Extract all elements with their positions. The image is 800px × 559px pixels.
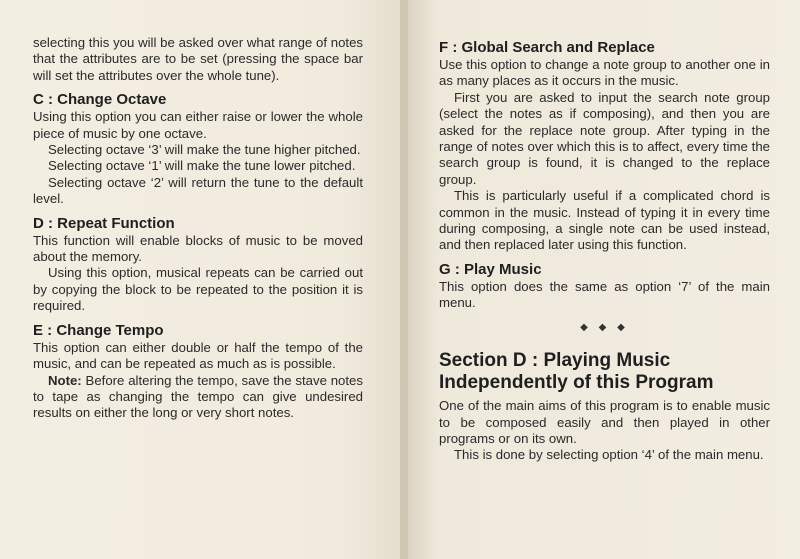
section-d-heading-line1: Section D : Playing Music: [439, 350, 671, 372]
left-column: [33, 35, 363, 422]
heading-change-octave: C : Change Octave: [33, 91, 167, 109]
global-search-p3: This is particularly useful if a complicated chord is common in the music. Instead of typing it in every time during composing, a single note can be used instead, and then replaced later using this function.: [439, 188, 770, 253]
repeat-function-p2: Using this option, musical repeats can be carried out by copying the block to be repeated to the position it is required.: [33, 265, 363, 314]
change-octave-p1: Using this option you can either raise or lower the whole piece of music by one octave.: [33, 109, 363, 141]
section-d-p1: One of the main aims of this program is to enable music to be composed easily and then played in other programs or on its own.: [439, 398, 770, 446]
section-divider: ◆ ◆ ◆: [580, 321, 629, 333]
heading-global-search: F : Global Search and Replace: [439, 39, 655, 56]
play-music-p1: This option does the same as option ‘7’ of the main menu.: [439, 278, 770, 311]
change-octave-p3: Selecting octave ‘1’ will make the tune lower pitched.: [48, 158, 356, 174]
change-octave-p4: Selecting octave ‘2’ will return the tune to the default level.: [33, 174, 363, 207]
repeat-function-p1: This function will enable blocks of music to be moved about the memory.: [33, 232, 363, 265]
note-text: Before altering the tempo, save the stave notes to tape as changing the tempo can give undesired results on either the long or very short notes.: [33, 372, 363, 421]
note-label: Note:: [48, 372, 82, 388]
heading-repeat-function: D : Repeat Function: [33, 214, 175, 232]
heading-play-music: G : Play Music: [439, 260, 542, 278]
heading-change-tempo: E : Change Tempo: [33, 321, 164, 339]
change-octave-p2: Selecting octave ‘3’ will make the tune higher pitched.: [48, 142, 361, 158]
change-tempo-p1: This option can either double or half the tempo of the music, and can be repeated as much as is possible.: [33, 339, 363, 372]
right-page: [408, 0, 800, 559]
section-d-heading-line2: Independently of this Program: [439, 372, 714, 394]
global-search-p1: Use this option to change a note group to another one in as many places as it occurs in the music.: [439, 57, 770, 89]
right-column: [439, 38, 770, 464]
section-d-p2: This is done by selecting option ‘4’ of the main menu.: [454, 447, 764, 463]
intro-paragraph: selecting this you will be asked over what range of notes that the attributes are to be set (pressing the space bar will set the attributes over the whole tune).: [33, 35, 363, 83]
global-search-p2: First you are asked to input the search note group (select the notes as if composing), and then you are asked for the replace note group. After typing in the range of notes over which this is to affect, every time the search group is found, it is changed to the replace group.: [439, 89, 770, 187]
change-tempo-note: [33, 373, 363, 422]
